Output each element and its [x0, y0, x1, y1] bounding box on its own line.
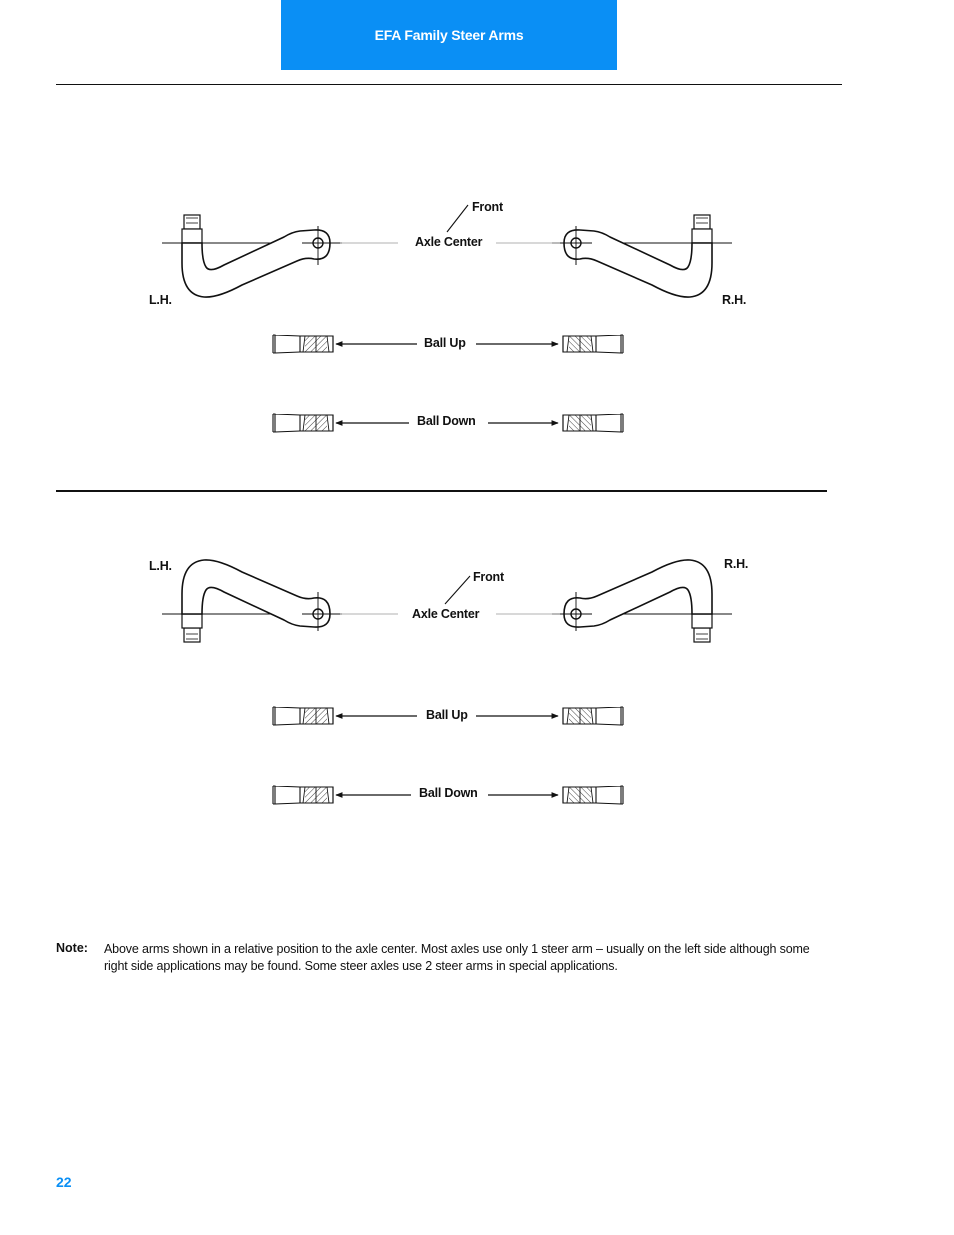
top-lh-label: L.H. [149, 293, 172, 307]
top-ball-up-label: Ball Up [424, 336, 466, 350]
page-number: 22 [56, 1174, 72, 1190]
top-ball-up-left-rod [273, 335, 333, 353]
bottom-lh-label: L.H. [149, 559, 172, 573]
top-front-leader [447, 205, 468, 232]
top-rh-label: R.H. [722, 293, 747, 307]
top-lh-steer-arm [162, 215, 342, 297]
bottom-rh-steer-arm [552, 560, 732, 642]
bottom-front-label: Front [473, 570, 504, 584]
top-front-label: Front [472, 200, 503, 214]
bottom-ball-down-label: Ball Down [419, 786, 478, 800]
note-label: Note: [56, 941, 88, 955]
top-ball-down-label: Ball Down [417, 414, 476, 428]
top-ball-down-left-rod [273, 414, 333, 432]
top-ball-down-right-rod [563, 414, 623, 432]
top-axle-center-label: Axle Center [415, 235, 483, 249]
bottom-ball-up-right-rod [563, 707, 623, 725]
top-rh-steer-arm [552, 215, 732, 297]
bottom-front-leader [445, 576, 470, 604]
note-text: Above arms shown in a relative position to the axle center. Most axles use only 1 steer arm – usually on the left side although some right side applications may be found. Some steer axles use 2 steer arms in special applications. [104, 942, 810, 973]
top-ball-up-right-rod [563, 335, 623, 353]
bottom-axle-center-label: Axle Center [412, 607, 480, 621]
bottom-ball-down-right-rod [563, 786, 623, 804]
bottom-ball-up-label: Ball Up [426, 708, 468, 722]
bottom-lh-steer-arm [162, 560, 342, 642]
section-title: EFA Family Steer Arms [374, 27, 524, 43]
bottom-rh-label: R.H. [724, 557, 749, 571]
bottom-ball-up-left-rod [273, 707, 333, 725]
bottom-ball-down-left-rod [273, 786, 333, 804]
